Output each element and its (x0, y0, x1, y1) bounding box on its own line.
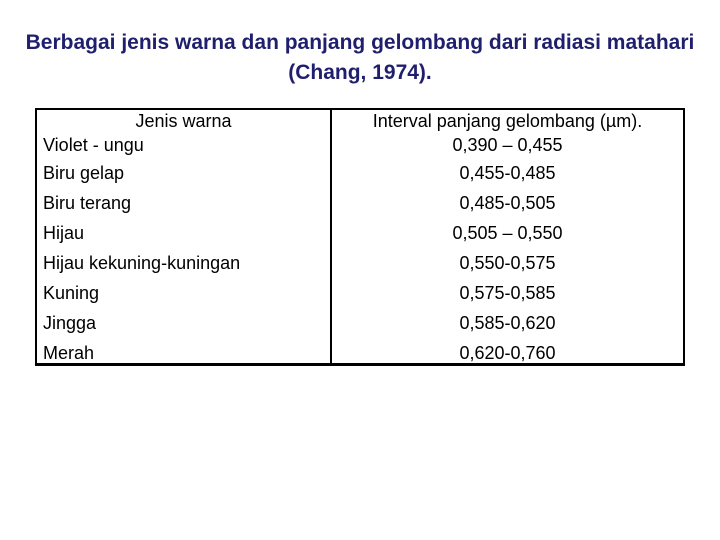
row-color-name: Hijau (43, 223, 85, 243)
row-color-name: Hijau kekuning-kuningan (43, 253, 241, 273)
row-wavelength: 0,485-0,505 (459, 193, 556, 213)
title-line-2: (Chang, 1974). (288, 61, 432, 84)
row-wavelength: 0,585-0,620 (459, 313, 556, 333)
row-wavelength: 0,505 – 0,550 (452, 223, 563, 243)
row-wavelength: 0,455-0,485 (459, 163, 556, 183)
row-color-name: Kuning (43, 283, 100, 303)
row-color-name: Merah (43, 343, 95, 363)
wavelength-table (35, 108, 685, 366)
row-color-name: Biru gelap (43, 163, 125, 183)
row-wavelength: 0,620-0,760 (459, 343, 556, 363)
row-wavelength: 0,390 – 0,455 (452, 135, 563, 155)
page-title (0, 28, 720, 88)
header-wavelength-interval: Interval panjang gelombang (µm). (372, 111, 643, 131)
row-color-name: Jingga (43, 313, 97, 333)
title-line-1: Berbagai jenis warna dan panjang gelombang dari radiasi matahari (25, 31, 695, 54)
row-wavelength: 0,575-0,585 (459, 283, 556, 303)
header-color-type: Jenis warna (135, 111, 232, 131)
row-color-name: Biru terang (43, 193, 132, 213)
row-wavelength: 0,550-0,575 (459, 253, 556, 273)
row-color-name: Violet - ungu (43, 135, 144, 155)
